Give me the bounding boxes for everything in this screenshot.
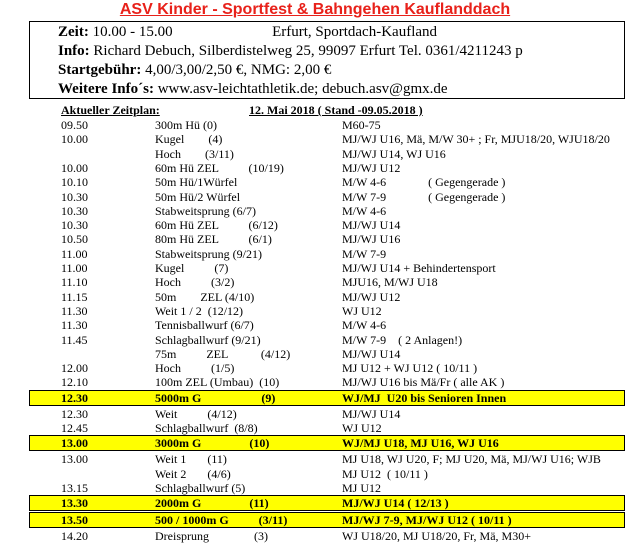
table-row	[0, 407, 630, 421]
table-row	[0, 118, 630, 132]
weitere-value[interactable]: www.asv-leichtathletik.de; debuch.asv@gmx.de	[157, 81, 448, 97]
table-row	[0, 161, 630, 175]
row-event: Weit 1 / 2 (12/12)	[155, 303, 244, 318]
table-row	[0, 452, 630, 466]
row-group: WJ U12	[342, 303, 382, 318]
schedule-date: 12. Mai 2018 ( Stand -09.05.2018 )	[249, 103, 423, 117]
row-event: 50m ZEL (4/10)	[155, 289, 255, 304]
table-row	[0, 275, 630, 289]
info-value: Richard Debuch, Silberdistelweg 25, 99097 Erfurt Tel. 0361/4211243 p	[93, 43, 523, 59]
row-time: 11.00	[61, 261, 88, 275]
row-time: 12.45	[61, 421, 88, 435]
row-event: 75m ZEL (4/12)	[155, 346, 291, 361]
table-row	[0, 247, 630, 261]
row-time: 12.10	[61, 375, 88, 390]
schedule-header	[61, 103, 621, 117]
row-group: MJ/WJ U14 + Behindertensport	[342, 261, 496, 275]
row-time: 11.45	[61, 332, 88, 347]
ort-value: Erfurt, Sportdach-Kaufland	[272, 24, 438, 40]
row-group: MJ U12	[342, 480, 382, 495]
row-time: 11.00	[61, 246, 88, 261]
row-event: Dreisprung (3)	[155, 529, 268, 544]
row-event: Stabweitsprung (6/7)	[155, 203, 256, 218]
row-event: Hoch (3/2)	[155, 275, 235, 290]
row-event: Weit (4/12)	[155, 406, 237, 421]
row-group: MJ/WJ U12	[342, 289, 401, 304]
row-event: 100m ZEL (Umbau) (10)	[155, 375, 280, 390]
table-row	[0, 232, 630, 246]
table-row	[0, 204, 630, 218]
row-group: M60-75	[342, 118, 381, 132]
row-time: 10.00	[61, 160, 88, 175]
row-event: Schlagballwurf (5)	[155, 480, 246, 495]
row-time: 09.50	[61, 118, 88, 132]
row-time: 11.10	[61, 275, 88, 290]
row-group: MJ/WJ 7-9, MJ/WJ U12 ( 10/11 )	[342, 513, 512, 528]
row-group: MJ U12 ( 10/11 )	[342, 466, 428, 481]
row-event: 50m Hü/2 Würfel	[155, 189, 241, 204]
start-label: Startgebühr:	[58, 62, 142, 78]
row-time: 10.10	[61, 175, 88, 190]
row-group: MJ/WJ U14, WJ U16	[342, 146, 446, 161]
row-event: Weit 2 (4/6)	[155, 466, 231, 481]
row-group: MJ/WJ U16 bis Mä/Fr ( alle AK )	[342, 375, 505, 390]
start-value: 4,00/3,00/2,50 €, NMG: 2,00 €	[145, 62, 332, 78]
row-group: MJ/WJ U14	[342, 406, 401, 421]
row-group: M/W 4-6	[342, 203, 387, 218]
row-group: M/W 4-6	[342, 318, 387, 333]
row-time: 10.30	[61, 203, 88, 218]
row-event: 80m Hü ZEL (6/1)	[155, 232, 272, 247]
row-group: MJ/WJ U14 ( 12/13 )	[342, 496, 449, 511]
row-event: 50m Hü/1Würfel	[155, 175, 238, 190]
row-event: 3000m G (10)	[155, 436, 270, 451]
row-event: 5000m G (9)	[155, 390, 276, 405]
page-title: ASV Kinder - Sportfest & Bahngehen Kauflanddach	[119, 1, 511, 18]
table-row	[0, 304, 630, 318]
row-time: 10.50	[61, 232, 88, 247]
table-row	[0, 391, 630, 405]
zeit-value: 10.00 - 15.00	[92, 24, 173, 40]
row-time: 10.30	[61, 218, 88, 233]
row-time: 13.00	[61, 452, 88, 467]
row-time: 13.30	[61, 496, 88, 511]
row-event: 300m Hü (0)	[155, 118, 217, 132]
table-row	[0, 496, 630, 510]
row-group: MJ/WJ U14	[342, 346, 401, 361]
row-group: M/W 7-9 ( Gegengerade )	[342, 189, 506, 204]
table-row	[0, 318, 630, 332]
info-contact	[58, 42, 624, 61]
row-group: MJ U18, WJ U20, F; MJ U20, Mä, MJ/WJ U16; WJB	[342, 452, 601, 467]
table-row	[0, 421, 630, 435]
info-startgebuehr	[58, 61, 624, 80]
row-event: Hoch (3/11)	[155, 146, 234, 161]
table-row	[0, 218, 630, 232]
row-group: WJ/MJ U20 bis Senioren Innen	[342, 390, 507, 405]
row-time: 13.00	[61, 436, 88, 451]
table-row	[0, 261, 630, 275]
table-row	[0, 175, 630, 189]
table-row	[0, 132, 630, 146]
row-time: 10.30	[61, 189, 88, 204]
zeit-label: Zeit:	[58, 24, 89, 40]
table-row	[0, 190, 630, 204]
row-event: Tennisballwurf (6/7)	[155, 318, 254, 333]
row-time: 12.00	[61, 361, 88, 376]
row-event: 500 / 1000m G (3/11)	[155, 513, 288, 528]
row-time: 12.30	[61, 390, 88, 405]
row-group: MJU16, M/WJ U18	[342, 275, 438, 290]
schedule-label: Aktueller Zeitplan:	[61, 103, 160, 117]
row-event: Weit 1 (11)	[155, 452, 227, 467]
row-group: MJ/WJ U14	[342, 218, 401, 233]
row-event: Schlagballwurf (8/8)	[155, 421, 258, 435]
row-event: Hoch (1/5)	[155, 361, 235, 376]
table-row	[0, 333, 630, 347]
row-event: 2000m G (11)	[155, 496, 269, 511]
row-group: M/W 7-9 ( 2 Anlagen!)	[342, 332, 463, 347]
table-row	[0, 513, 630, 527]
row-time: 10.00	[61, 132, 88, 147]
row-group: MJ U12 + WJ U12 ( 10/11 )	[342, 361, 478, 376]
row-time: 12.30	[61, 406, 88, 421]
row-group: MJ/WJ U16	[342, 232, 401, 247]
table-row	[0, 361, 630, 375]
info-zeit	[58, 23, 624, 42]
table-row	[0, 147, 630, 161]
row-event: Stabweitsprung (9/21)	[155, 246, 262, 261]
table-row	[0, 529, 630, 543]
row-group: MJ/WJ U12	[342, 160, 401, 175]
info-weitere	[58, 80, 624, 99]
row-time: 11.15	[61, 289, 88, 304]
info-box	[29, 21, 625, 99]
table-row	[0, 467, 630, 481]
row-group: M/W 4-6 ( Gegengerade )	[342, 175, 506, 190]
row-group: WJ U18/20, MJ U18/20, Fr, Mä, M30+	[342, 529, 531, 544]
row-group: WJ U12	[342, 421, 382, 435]
table-row	[0, 347, 630, 361]
weitere-label: Weitere Info´s:	[58, 81, 154, 97]
row-group: MJ/WJ U16, Mä, M/W 30+ ; Fr, MJU18/20, WJU18/20	[342, 132, 610, 147]
row-time: 11.30	[61, 303, 88, 318]
row-group: M/W 7-9	[342, 246, 387, 261]
row-event: Kugel (4)	[155, 132, 223, 147]
row-time: 13.15	[61, 480, 88, 495]
row-event: 60m Hü ZEL (10/19)	[155, 160, 284, 175]
row-time: 14.20	[61, 529, 88, 544]
table-row	[0, 481, 630, 495]
row-time: 13.50	[61, 513, 88, 528]
info-label: Info:	[58, 43, 90, 59]
row-event: Schlagballwurf (9/21)	[155, 332, 261, 347]
row-time: 11.30	[61, 318, 88, 333]
row-event: 60m Hü ZEL (6/12)	[155, 218, 278, 233]
table-row	[0, 290, 630, 304]
row-group: WJ/MJ U18, MJ U16, WJ U16	[342, 436, 499, 451]
row-event: Kugel (7)	[155, 261, 229, 275]
table-row	[0, 436, 630, 450]
table-row	[0, 375, 630, 389]
